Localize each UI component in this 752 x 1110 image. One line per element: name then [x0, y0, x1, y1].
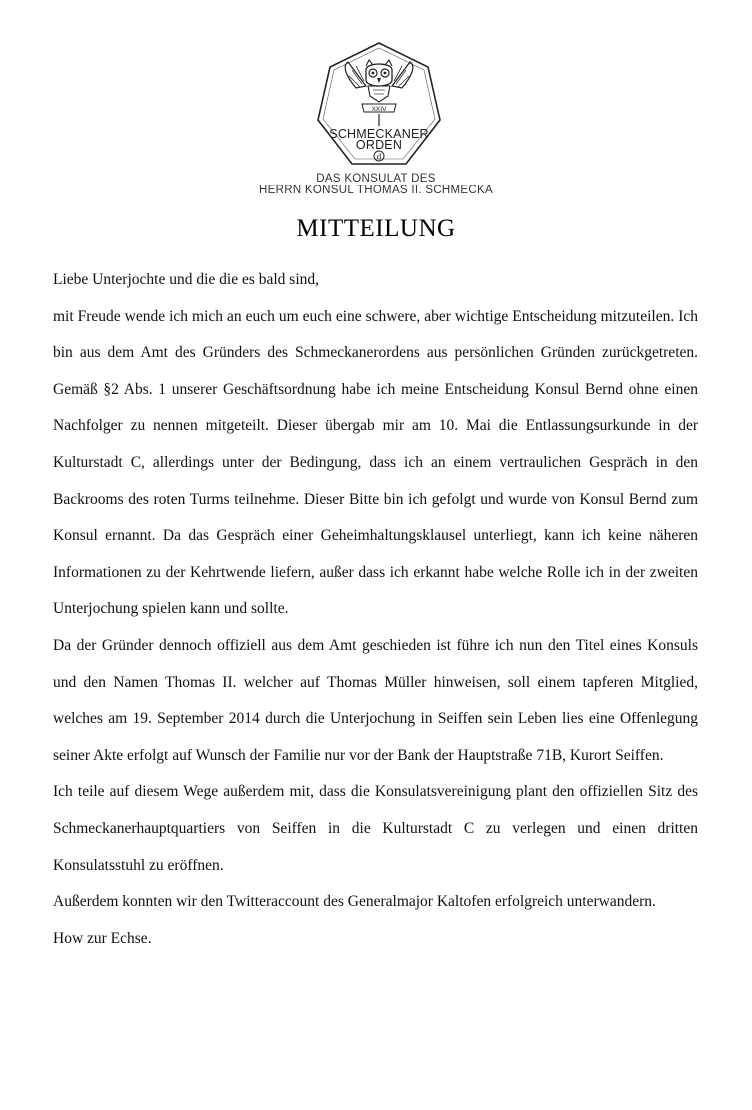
- emblem-order-name-line1: SCHMECKANER: [329, 127, 429, 141]
- greeting: Liebe Unterjochte und die die es bald sind,: [53, 271, 320, 288]
- paragraph: Außerdem konnten wir den Twitteraccount des Generalmajor Kaltofen erfolgreich unterwandern.: [53, 893, 656, 911]
- emblem-monogram: d: [376, 151, 382, 162]
- emblem-order-name-line2: ORDEN: [355, 138, 403, 152]
- paragraph: Ich teile auf diesem Wege außerdem mit, dass die Konsulatsvereinigung plant den offiziellen Sitz des Schmeckanerhauptquartiers von Seiffen in die Kulturstadt C zu verlegen und einen dritten Konsulatsstuhl zu eröffnen.: [53, 783, 698, 874]
- closing: How zur Echse.: [53, 929, 152, 947]
- owl-emblem-icon: [316, 40, 442, 172]
- letterhead: [0, 40, 752, 198]
- paragraph: Da der Gründer dennoch offiziell aus dem Amt geschieden ist führe ich nun den Titel eines Konsuls und den Namen Thomas II. welcher auf Thomas Müller hinweisen, soll einem tapferen Mitglied, welches am 19. September 2014 durch die Unterjochung in Seiffen sein Leben lies eine Offenlegung seiner Akte erfolgt auf Wunsch der Familie nur vor der Bank der Hauptstraße 71B, Kurort Seiffen.: [53, 636, 698, 764]
- consulate-line2: HERRN KONSUL THOMAS II. SCHMECKA: [259, 185, 493, 194]
- consulate-line1: DAS KONSULAT DES: [316, 173, 436, 185]
- page-title: MITTEILUNG: [296, 215, 456, 242]
- paragraph: mit Freude wende ich mich an euch um euch eine schwere, aber wichtige Entscheidung mitzuteilen. Ich bin aus dem Amt des Gründers des Schmeckanerordens aus persönlichen Gründen zurückgetreten. Gemäß §2 Abs. 1 unserer Geschäftsordnung habe ich meine Entscheidung Konsul Bernd ohne einen Nachfolger zu nennen mitgeteilt. Dieser übergab mir am 10. Mai die Entlassungsurkunde in der Kulturstadt C, allerdings unter der Bedingung, dass ich an einem vertraulichen Gespräch in den Backrooms des roten Turms teilnehme. Dieser Bitte bin ich gefolgt und wurde von Konsul Bernd zum Konsul ernannt. Da das Gespräch einer Geheimhaltungsklausel unterliegt, kann ich keine näheren Informationen zu der Kehrtwende liefern, außer dass ich erkannt habe welche Rolle ich in der zweiten Unterjochung spielen kann und sollte.: [53, 307, 698, 618]
- letter-body: [53, 262, 698, 957]
- emblem-roman-numeral: XXIV: [371, 106, 387, 113]
